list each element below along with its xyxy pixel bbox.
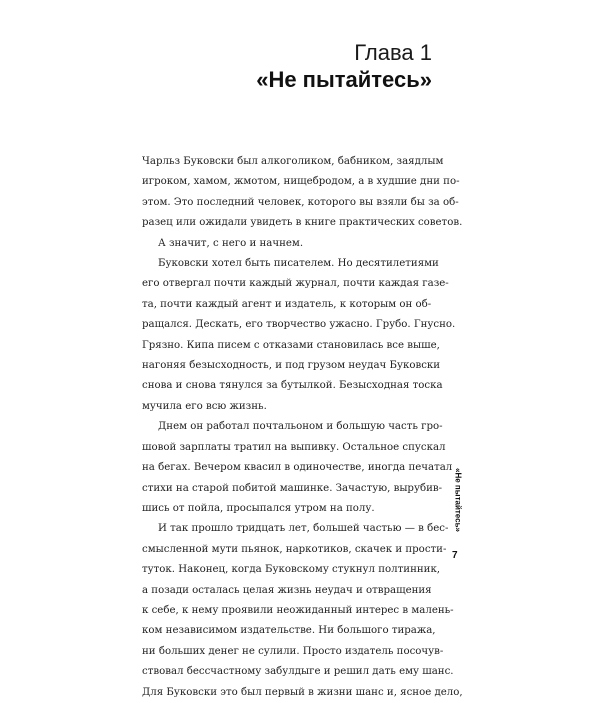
text-line: Днем он работал почтальоном и большую часть гро- — [158, 421, 443, 433]
text-line: а позади осталась целая жизнь неудач и отвращения — [142, 584, 432, 596]
text-line: нагоняя безысходность, и под грузом неудач Буковски — [142, 360, 441, 372]
text-line: шовой зарплаты тратил на выпивку. Остальное спускал — [142, 441, 446, 453]
text-line: этом. Это последний человек, которого вы взяли бы за об- — [142, 196, 459, 208]
chapter-header — [256, 40, 432, 94]
text-line: его отвергал почти каждый журнал, почти каждая газе- — [142, 278, 449, 290]
running-head-text: «Не пытайтесь» — [453, 468, 463, 532]
text-line: разец или ожидали увидеть в книге практических советов. — [142, 217, 463, 229]
text-line: мучила его всю жизнь. — [142, 400, 267, 412]
text-line: к себе, к нему проявили неожиданный интерес в малень- — [142, 604, 454, 616]
text-line: Буковски хотел быть писателем. Но десятилетиями — [158, 258, 439, 270]
text-line: снова и снова тянулся за бутылкой. Безысходная тоска — [142, 380, 443, 392]
text-line: смысленной мути пьянок, наркотиков, скачек и прости- — [142, 543, 447, 555]
text-line: ком независимом издательстве. Ни большого тиража, — [142, 625, 436, 637]
text-line: Грязно. Кипа писем с отказами становилась все выше, — [142, 339, 440, 351]
text-line: туток. Наконец, когда Буковскому стукнул полтинник, — [142, 564, 441, 576]
text-line: И так прошло тридцать лет, большей частью — в бес- — [158, 523, 449, 535]
text-line: та, почти каждый агент и издатель, к которым он об- — [142, 298, 432, 310]
text-line: шись от пойла, просыпался утром на полу. — [142, 502, 375, 514]
text-line: А значит, с него и начнем. — [158, 237, 304, 249]
chapter-title: «Не пытайтесь» — [256, 67, 432, 92]
text-line: ни больших денег не сулили. Просто издатель посочув- — [142, 645, 444, 657]
text-line: на бегах. Вечером квасил в одиночестве, иногда печатал — [142, 462, 453, 474]
chapter-number: Глава 1 — [354, 40, 432, 65]
running-head — [451, 455, 465, 545]
text-line: ствовал бессчастному забулдыге и решил дать ему шанс. — [142, 666, 454, 678]
text-line: Чарльз Буковски был алкоголиком, бабником, заядлым — [142, 156, 444, 167]
text-line: ращался. Дескать, его творчество ужасно. Грубо. Гнусно. — [142, 319, 456, 331]
page-number: 7 — [452, 550, 458, 561]
text-line: Для Буковски это был первый в жизни шанс и, ясное дело, — [142, 686, 463, 698]
text-line: игроком, хамом, жмотом, нищебродом, а в худшие дни по- — [142, 176, 460, 188]
text-line: стихи на старой побитой машинке. Зачастую, вырубив- — [142, 482, 443, 494]
